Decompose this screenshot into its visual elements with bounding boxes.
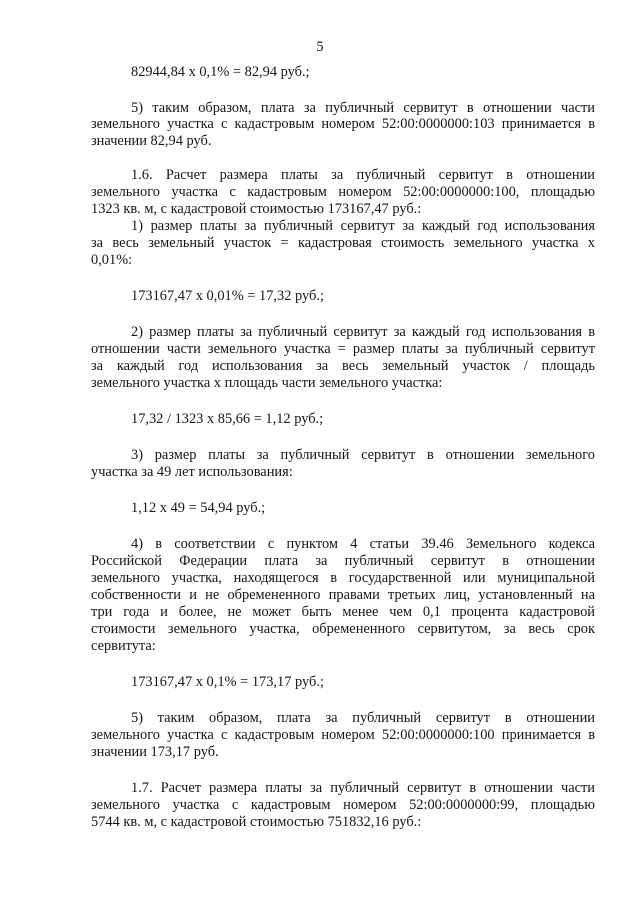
text-line: земельного участка, находящегося в государственной или муниципальной (91, 570, 595, 586)
text-line: Российской Федерации плата за публичный сервитут в отношении (91, 553, 595, 569)
text-line: 1.7. Расчет размера платы за публичный сервитут в отношении части (131, 780, 595, 796)
text-line: 3) размер платы за публичный сервитут в отношении земельного (131, 447, 595, 463)
text-line: 173167,47 х 0,01% = 17,32 руб.; (131, 288, 324, 304)
text-line: сервитута: (91, 638, 156, 654)
text-line: за каждый год использования за весь земельный участок / площадь (91, 358, 595, 374)
text-line: земельного участка с кадастровым номером 52:00:0000000:100, площадью (91, 184, 595, 200)
text-line: 5) таким образом, плата за публичный сервитут в отношении (131, 710, 595, 726)
text-line: 1,12 х 49 = 54,94 руб.; (131, 500, 266, 516)
text-line: 17,32 / 1323 х 85,66 = 1,12 руб.; (131, 411, 324, 427)
text-line: земельного участка с кадастровым номером 52:00:0000000:103 принимается в (91, 116, 595, 132)
text-line: значении 82,94 руб. (91, 133, 212, 149)
text-line: 1) размер платы за публичный сервитут за каждый год использования (131, 218, 595, 234)
text-line: 2) размер платы за публичный сервитут за каждый год использования в (131, 324, 595, 340)
text-line: 0,01%: (91, 252, 133, 268)
text-line: 1323 кв. м, с кадастровой стоимостью 173167,47 руб.: (91, 201, 422, 217)
text-line: земельного участка х площадь части земельного участка: (91, 375, 443, 391)
text-line: 82944,84 х 0,1% = 82,94 руб.; (131, 64, 310, 80)
text-line: три года и более, не может быть менее чем 0,1 процента кадастровой (91, 604, 595, 620)
text-line: 4) в соответствии с пунктом 4 статьи 39.46 Земельного кодекса (131, 536, 595, 552)
text-line: за весь земельный участок = кадастровая стоимость земельного участка х (91, 235, 595, 251)
text-line: значении 173,17 руб. (91, 744, 219, 760)
text-line: земельного участка с кадастровым номером 52:00:0000000:99, площадью (91, 797, 595, 813)
text-line: стоимости земельного участка, обремененного сервитутом, за весь срок (91, 621, 595, 637)
text-line: 5) таким образом, плата за публичный сервитут в отношении части (131, 100, 595, 116)
text-line: отношении части земельного участка = размер платы за публичный сервитут (91, 341, 595, 357)
page-number: 5 (316, 39, 324, 55)
text-line: собственности и не обремененного правами третьих лиц, установленный на (91, 587, 595, 603)
text-line: 5744 кв. м, с кадастровой стоимостью 751832,16 руб.: (91, 814, 422, 830)
text-line: участка за 49 лет использования: (91, 464, 293, 480)
text-line: земельного участка с кадастровым номером 52:00:0000000:100 принимается в (91, 727, 595, 743)
text-line: 173167,47 х 0,1% = 173,17 руб.; (131, 674, 324, 690)
text-line: 1.6. Расчет размера платы за публичный сервитут в отношении (131, 167, 595, 183)
